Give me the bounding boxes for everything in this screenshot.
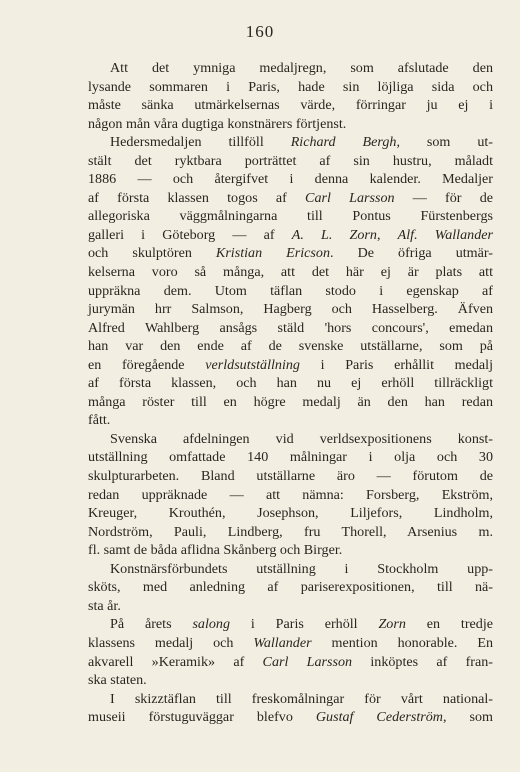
text-line: I skizztäflan till freskomålningar för vårt national- [110,690,493,707]
text-line: stält det ryktbara porträttet af sin hustru, måladt [88,152,493,169]
italic-name: Zorn [378,616,406,633]
italic-name: Carl Larsson [305,189,395,206]
text-line: fl. samt de båda aflidna Skånberg och Birger. [88,542,343,559]
text-line: Alfred Wahlberg ansågs stäld 'hors concours', emedan [88,319,493,336]
text-line: allegoriska väggmålningarna till Pontus Fürstenbergs [88,208,493,225]
text-line: Att det ymniga medaljregn, som afslutade den [110,60,493,76]
text-line: någon mån våra dugtiga konstnärers förtjenst. [88,115,347,132]
text-line: måste sänka utmärkelsernas värde, förringar ju ej i [88,97,493,114]
text-line: jurymän hrr Salmson, Hagberg och Hasselberg. Äfven [88,301,493,318]
italic-name: Kristian Ericson [215,245,331,262]
text-line: Kreuger, Krouthén, Josephson, Liljefors, Lindholm, [88,505,493,522]
page-number: 160 [245,22,275,41]
text-line: ska staten. [88,672,147,689]
text-line: och skulptören Kristian Ericson. De öfriga utmär- [88,245,494,262]
text-line: fått. [88,412,111,429]
text-line: af första klassen togos af Carl Larsson — för de [88,189,493,206]
text-line: Svenska afdelningen vid verldsexpositionens konst- [110,430,493,447]
italic-name: salong [192,616,231,633]
italic-name: Gustaf Cederström [315,709,443,726]
text-line: af första klassen, och han nu ej erhöll tillräckligt [88,375,493,392]
text-line: sköts, med anledning af pariserexpositionen, till nä- [88,579,493,596]
italic-name: Wallander [253,634,312,651]
body-text [88,59,493,727]
text-line: utställning omfattade 140 målningar i olja och 30 [88,449,493,466]
text-line: museii förstuguväggar blefvo Gustaf Cederström, som [88,709,493,726]
italic-name: Alf. Wallander [397,226,493,243]
text-line: På årets salong i Paris erhöll Zorn en tredje [110,616,494,633]
text-line: Hedersmedaljen tillföll Richard Bergh, som ut- [110,134,493,151]
text-line: många röster till en högre medalj än den han redan [88,393,493,410]
text-line: kelserna voro så många, att det här ej är plats att [88,264,493,281]
text-line: lysande sommaren i Paris, hade sin löjliga sida och [88,78,493,95]
text-line: sta år. [88,597,121,614]
text-line: han var den ende af de svenske utställarne, som på [88,338,493,355]
text-line: en föregående verldsutställning i Paris erhållit medalj [88,356,493,373]
text-line: galleri i Göteborg — af A. L. Zorn, Alf. Wallander [88,226,493,243]
text-line: uppräkna dem. Utom täflan stodo i egenskap af [88,282,493,299]
italic-name: Carl Larsson [262,653,353,670]
italic-name: A. L. Zorn [291,226,377,243]
text-line: skulpturarbeten. Bland utställarne äro — förutom de [88,468,493,485]
text-line: Nordström, Pauli, Lindberg, fru Thorell, Arsenius m. [88,523,493,540]
italic-name: Richard Bergh [290,134,397,151]
text-line: Konstnärsförbundets utställning i Stockholm upp- [110,560,493,577]
italic-name: verldsutställning [205,356,300,373]
text-line: redan uppräknade — att nämna: Forsberg, Ekström, [88,486,493,503]
text-line: klassens medalj och Wallander mention honorable. En [88,634,494,651]
text-line: 1886 — och återgifvet i denna kalender. Medaljer [88,171,493,188]
text-line: akvarell »Keramik» af Carl Larsson inköptes af fran- [88,653,493,670]
